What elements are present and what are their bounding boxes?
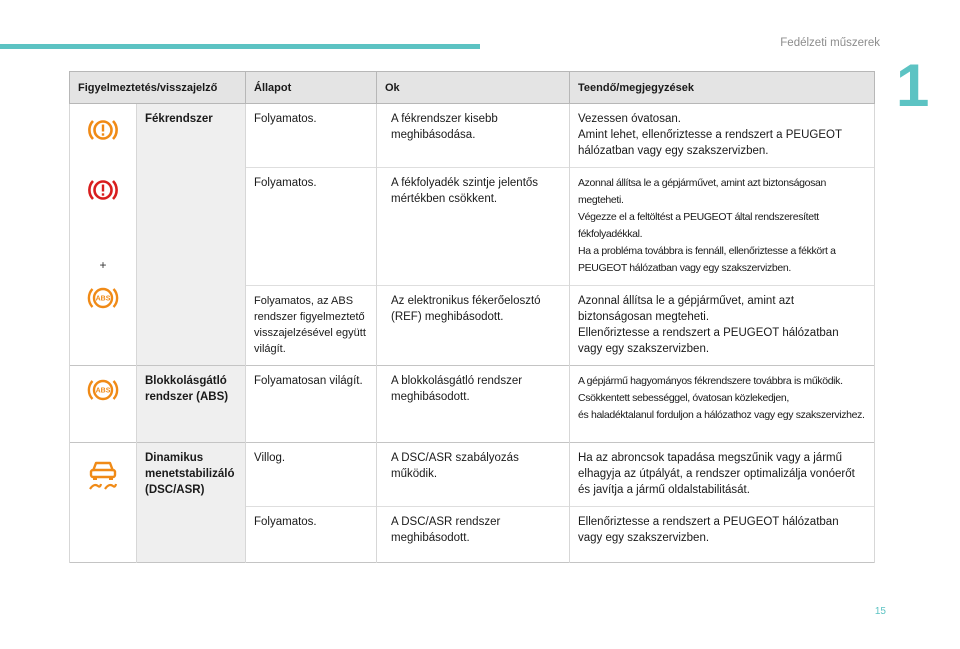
plus-sign: + [99, 258, 107, 272]
abs-icon [86, 376, 120, 404]
action-cell [570, 507, 875, 563]
header-accent-bar [0, 44, 480, 49]
table-header-row [70, 72, 875, 104]
action-line: Ellenőriztesse a rendszert a PEUGEOT hálózatban vagy egy szakszervizben. [578, 327, 839, 355]
chapter-number: 1 [896, 52, 930, 119]
action-cell [570, 286, 875, 366]
system-name-dsc: Dinamikus menetstabilizáló (DSC/ASR) [137, 443, 246, 563]
table-row [70, 104, 875, 168]
section-title: Fedélzeti műszerek [780, 37, 880, 49]
svg-text:ABS: ABS [95, 387, 111, 395]
cause-cell: A DSC/ASR szabályozás működik. [377, 443, 570, 507]
action-line: Csökkentett sebességgel, óvatosan közlekedjen, [578, 392, 789, 404]
action-line: Amint lehet, ellenőriztesse a rendszert a PEUGEOT hálózatban vagy egy szakszervizben. [578, 129, 842, 157]
action-line: Ellenőriztesse a rendszert a PEUGEOT hálózatban vagy egy szakszervizben. [578, 516, 839, 544]
dsc-skid-icon [86, 455, 120, 491]
table-row [70, 443, 875, 507]
column-header-cause: Ok [377, 72, 570, 104]
icon-cell-dsc [70, 443, 137, 563]
state-cell: Folyamatos. [246, 104, 377, 168]
state-cell: Folyamatosan világít. [246, 366, 377, 443]
icon-cell-abs [70, 366, 137, 443]
brake-warning-icon-red [87, 176, 119, 204]
state-cell: Folyamatos. [246, 507, 377, 563]
action-cell [570, 168, 875, 286]
action-line: Vezessen óvatosan. [578, 113, 681, 125]
system-name-brake: Fékrendszer [137, 104, 246, 366]
action-line: Azonnal állítsa le a gépjárművet, amint azt biztonságosan megteheti. [578, 177, 826, 206]
action-cell [570, 366, 875, 443]
state-cell: Folyamatos. [246, 168, 377, 286]
action-line: Ha az abroncsok tapadása megszűnik vagy a jármű elhagyja az útpályát, a rendszer optimalizálja vonóerőt és javítja a jármű oldalstabilitását. [578, 452, 855, 496]
warning-lights-table [69, 71, 875, 563]
page-number: 15 [874, 606, 886, 617]
cause-cell: A DSC/ASR rendszer meghibásodott. [377, 507, 570, 563]
column-header-state: Állapot [246, 72, 377, 104]
action-line: Végezze el a feltöltést a PEUGEOT által rendszeresített fékfolyadékkal. [578, 211, 819, 240]
icon-cell-brake [70, 104, 137, 366]
column-header-action: Teendő/megjegyzések [570, 72, 875, 104]
action-cell [570, 443, 875, 507]
action-line: és haladéktalanul forduljon a hálózathoz vagy egy szakszervizhez. [578, 409, 865, 421]
cause-cell: A fékfolyadék szintje jelentős mértékben csökkent. [377, 168, 570, 286]
system-name-abs: Blokkolásgátló rendszer (ABS) [137, 366, 246, 443]
cause-cell: A blokkolásgátló rendszer meghibásodott. [377, 366, 570, 443]
action-line: Azonnal állítsa le a gépjárművet, amint azt biztonságosan megteheti. [578, 295, 795, 323]
action-line: Ha a probléma továbbra is fennáll, ellenőriztesse a fékkört a PEUGEOT hálózatban vagy egy szakszervizben. [578, 245, 836, 274]
action-cell [570, 104, 875, 168]
table-row [70, 366, 875, 443]
action-line: A gépjármű hagyományos fékrendszere továbbra is működik. [578, 375, 843, 387]
abs-icon [86, 284, 120, 312]
column-header-warning: Figyelmeztetés/visszajelző [70, 72, 246, 104]
svg-text:ABS: ABS [95, 295, 111, 303]
cause-cell: Az elektronikus fékerőelosztó (REF) meghibásodott. [377, 286, 570, 366]
cause-cell: A fékrendszer kisebb meghibásodása. [377, 104, 570, 168]
brake-warning-icon-orange [87, 116, 119, 144]
state-cell: Villog. [246, 443, 377, 507]
state-cell: Folyamatos, az ABS rendszer figyelmeztető visszajelzésével együtt világít. [246, 286, 377, 366]
